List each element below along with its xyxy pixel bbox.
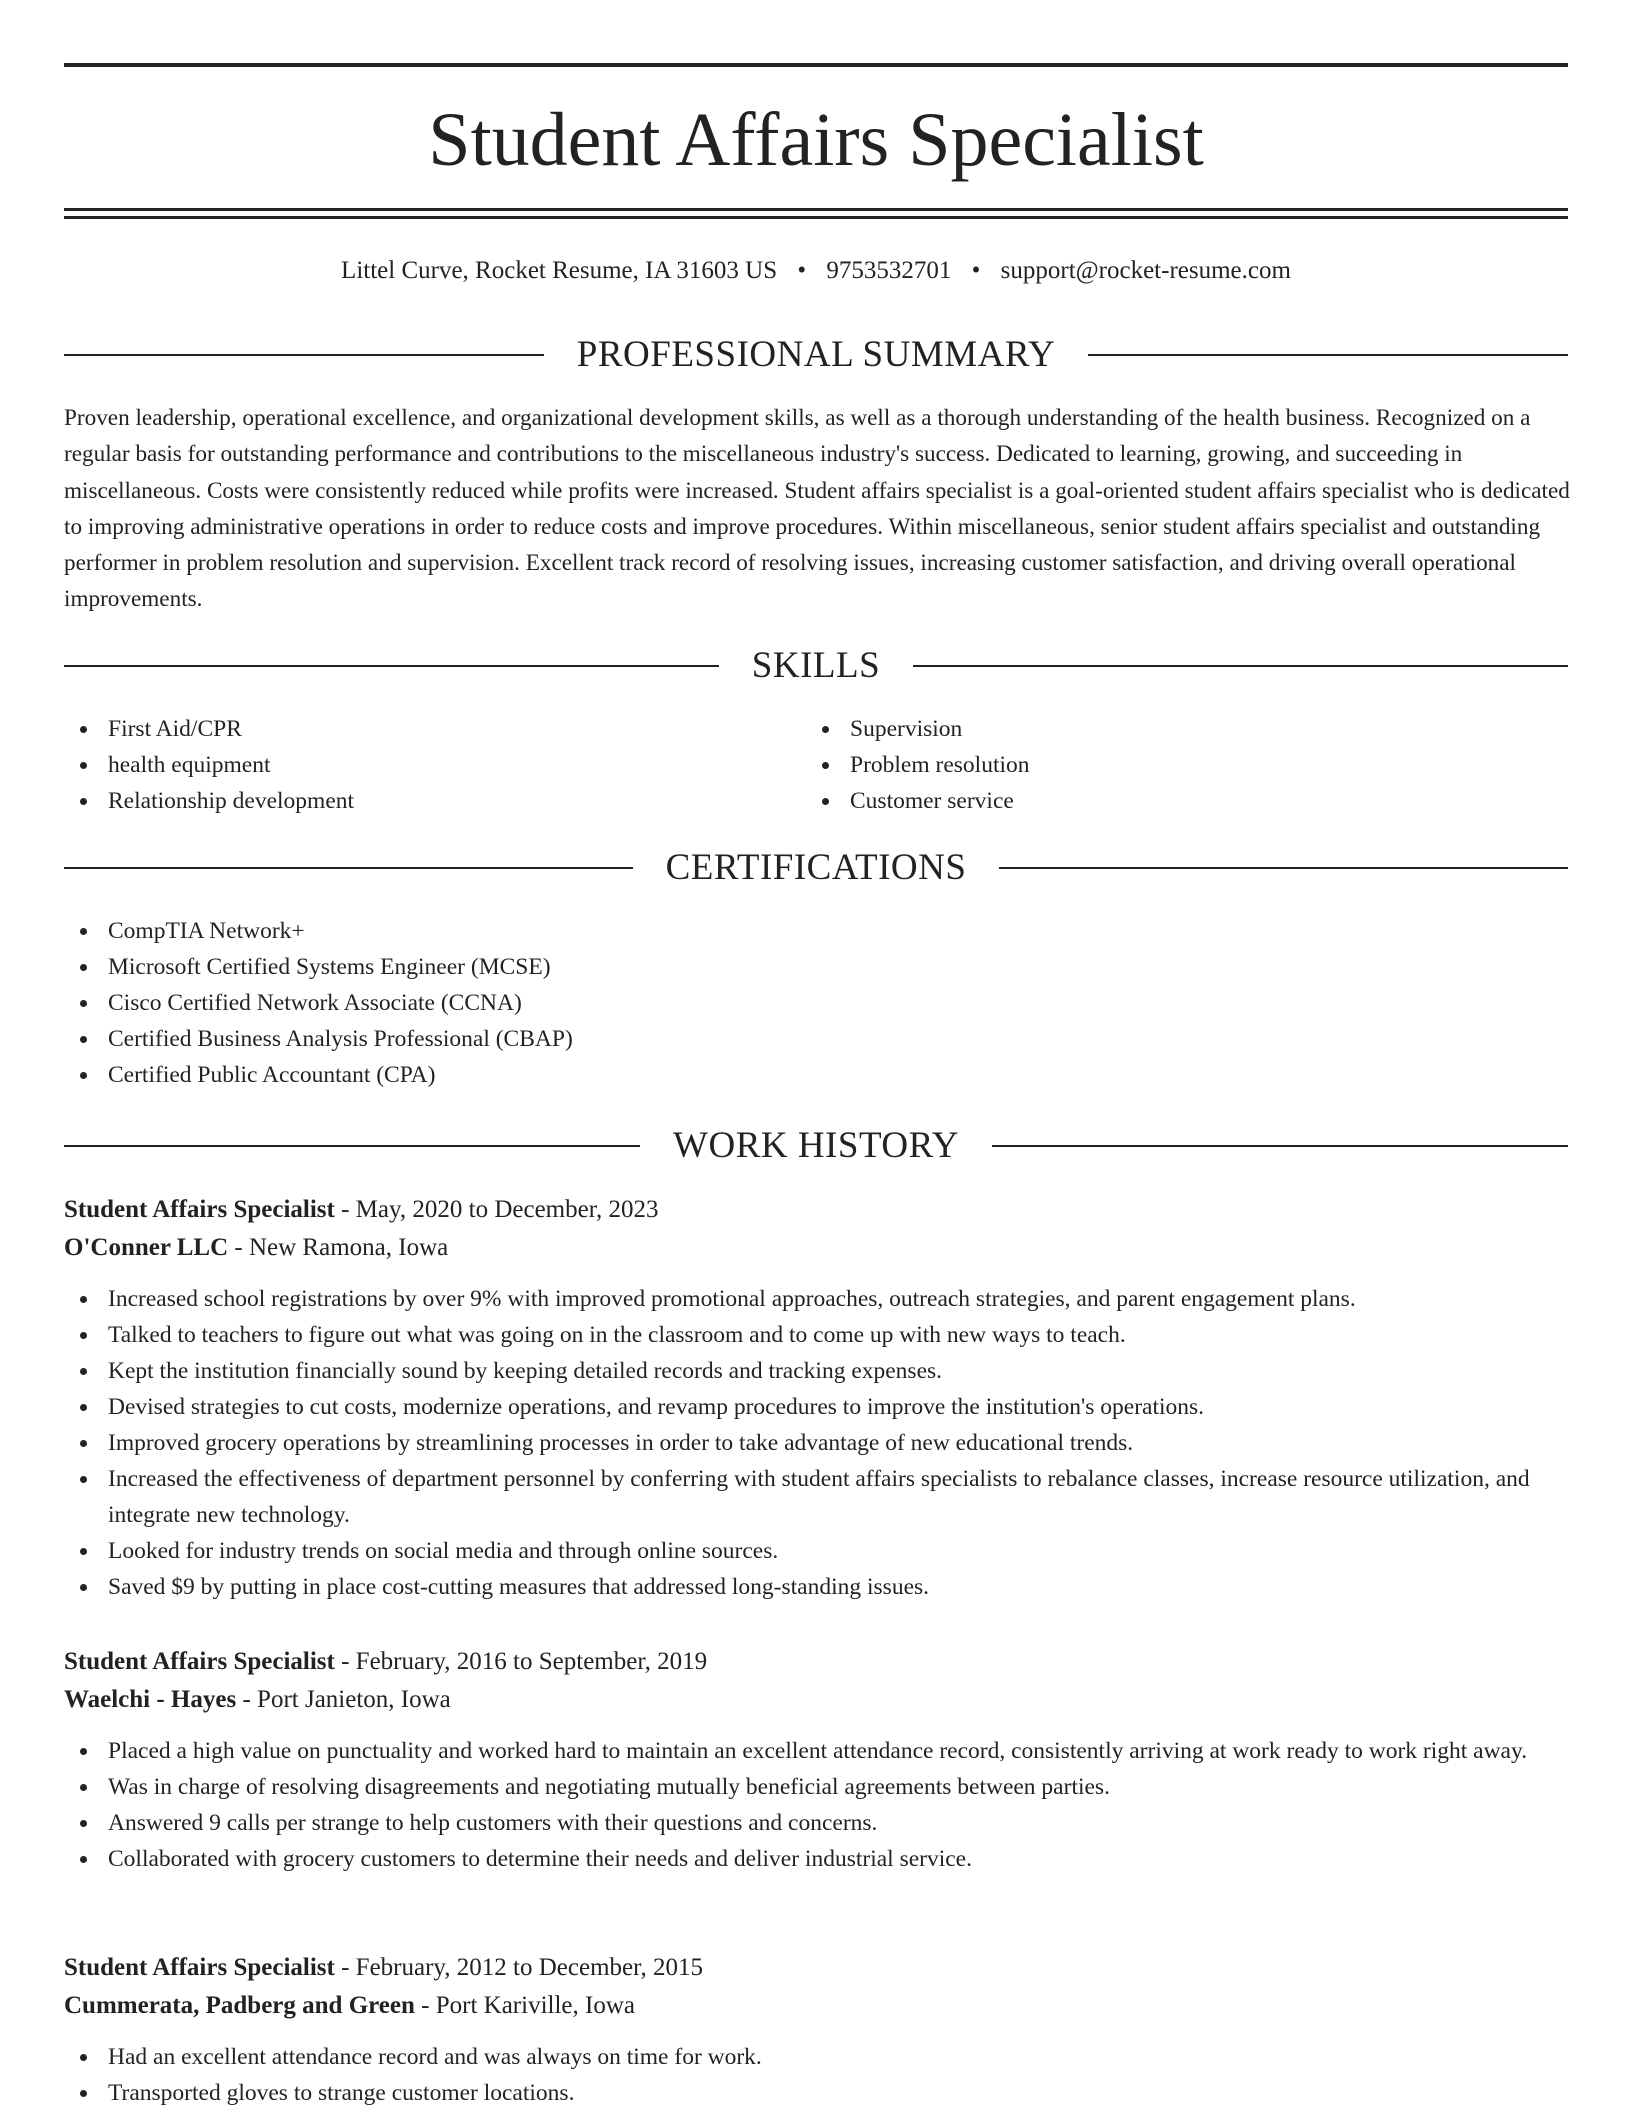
- job-title-line: [64, 1191, 1574, 1229]
- divider-line: [913, 665, 1568, 667]
- list-item: Saved $9 by putting in place cost-cutting measures that addressed long-standing issues.: [64, 1569, 1574, 1605]
- list-item: First Aid/CPR: [64, 711, 764, 747]
- divider-line: [64, 354, 544, 356]
- skills-heading: [64, 644, 1568, 688]
- job-company-line: [64, 1987, 1574, 2025]
- list-item: Answered 9 calls per strange to help customers with their questions and concerns.: [64, 1805, 1574, 1841]
- title-rule-upper: [64, 208, 1568, 211]
- summary-heading: [64, 333, 1568, 377]
- title-rule-lower: [64, 216, 1568, 219]
- list-item: Relationship development: [64, 783, 764, 819]
- job-title-line: [64, 1949, 1574, 1987]
- certifications-list: [64, 913, 1464, 1093]
- page-title: Student Affairs Specialist: [428, 98, 1204, 182]
- job-company-line: [64, 1681, 1574, 1719]
- contact-separator: •: [797, 257, 807, 284]
- job-entry: [64, 1191, 1574, 1605]
- skills-list-right: [806, 711, 1506, 819]
- list-item: Placed a high value on punctuality and worked hard to maintain an excellent attendance record, consistently arriving at work ready to work right away.: [64, 1733, 1574, 1769]
- list-item: Kept the institution financially sound by keeping detailed records and tracking expenses.: [64, 1353, 1574, 1389]
- job-company-line: [64, 1229, 1574, 1267]
- summary-heading-label: PROFESSIONAL SUMMARY: [576, 334, 1056, 375]
- list-item: health equipment: [64, 747, 764, 783]
- list-item: Customer service: [806, 783, 1506, 819]
- divider-line: [1088, 354, 1568, 356]
- list-item: CompTIA Network+: [64, 913, 1464, 949]
- contact-separator: •: [971, 257, 981, 284]
- job-dates: - May, 2020 to December, 2023: [334, 1196, 659, 1223]
- job-title-line: [64, 1643, 1574, 1681]
- contact-line: [64, 253, 1568, 289]
- job-location: - Port Kariville, Iowa: [414, 1992, 635, 2019]
- divider-line: [992, 1145, 1568, 1147]
- certifications-heading: [64, 846, 1568, 890]
- list-item: Microsoft Certified Systems Engineer (MCSE): [64, 949, 1464, 985]
- skills-list-left: [64, 711, 764, 819]
- list-item: Certified Business Analysis Professional (CBAP): [64, 1021, 1464, 1057]
- list-item: Talked to teachers to figure out what was going on in the classroom and to come up with new ways to teach.: [64, 1317, 1574, 1353]
- divider-line: [64, 867, 633, 869]
- certifications-heading-label: CERTIFICATIONS: [665, 847, 967, 888]
- divider-line: [64, 665, 719, 667]
- job-entry: [64, 1643, 1574, 1877]
- job-entry: [64, 1949, 1574, 2111]
- job-location: - Port Janieton, Iowa: [236, 1686, 451, 1713]
- divider-line: [64, 1145, 640, 1147]
- top-rule: [64, 63, 1568, 67]
- job-bullets: [64, 1733, 1574, 1877]
- job-company: O'Conner LLC: [64, 1234, 229, 1261]
- list-item: Collaborated with grocery customers to determine their needs and deliver industrial service.: [64, 1841, 1574, 1877]
- divider-line: [999, 867, 1568, 869]
- contact-email: support@rocket-resume.com: [1000, 257, 1291, 284]
- work-history-heading-label: WORK HISTORY: [673, 1125, 959, 1166]
- list-item: Supervision: [806, 711, 1506, 747]
- job-bullets: [64, 1281, 1574, 1605]
- list-item: Problem resolution: [806, 747, 1506, 783]
- job-dates: - February, 2012 to December, 2015: [334, 1954, 703, 1981]
- skills-heading-label: SKILLS: [751, 645, 881, 686]
- work-history-heading: [64, 1124, 1568, 1168]
- list-item: Improved grocery operations by streamlining processes in order to take advantage of new educational trends.: [64, 1425, 1574, 1461]
- summary-text: Proven leadership, operational excellence, and organizational development skills, as well as a thorough understanding of the health business. Recognized on a regular basis for outstanding performance and contributions to the miscellaneous industry's success. Dedicated to learning, growing, and succeeding in miscellaneous. Costs were consistently reduced while profits were increased. Student affairs specialist is a goal-oriented student affairs specialist who is dedicated to improving administrative operations in order to reduce costs and improve procedures. Within miscellaneous, senior student affairs specialist and outstanding performer in problem resolution and supervision. Excellent track record of resolving issues, increasing customer satisfaction, and driving overall operational improvements.: [64, 405, 1570, 613]
- job-title: Student Affairs Specialist: [64, 1954, 335, 1981]
- contact-address: Littel Curve, Rocket Resume, IA 31603 US: [341, 257, 778, 284]
- list-item: Certified Public Accountant (CPA): [64, 1057, 1464, 1093]
- job-title: Student Affairs Specialist: [64, 1196, 335, 1223]
- job-title: Student Affairs Specialist: [64, 1648, 335, 1675]
- list-item: Devised strategies to cut costs, modernize operations, and revamp procedures to improve the institution's operations.: [64, 1389, 1574, 1425]
- job-bullets: [64, 2039, 1574, 2111]
- list-item: Looked for industry trends on social media and through online sources.: [64, 1533, 1574, 1569]
- job-location: - New Ramona, Iowa: [228, 1234, 449, 1261]
- list-item: Had an excellent attendance record and was always on time for work.: [64, 2039, 1574, 2075]
- job-company: Waelchi - Hayes: [64, 1686, 237, 1713]
- job-company: Cummerata, Padberg and Green: [64, 1992, 415, 2019]
- list-item: Was in charge of resolving disagreements and negotiating mutually beneficial agreements between parties.: [64, 1769, 1574, 1805]
- list-item: Transported gloves to strange customer locations.: [64, 2075, 1574, 2111]
- contact-phone: 9753532701: [826, 257, 952, 284]
- list-item: Increased school registrations by over 9% with improved promotional approaches, outreach strategies, and parent engagement plans.: [64, 1281, 1574, 1317]
- list-item: Cisco Certified Network Associate (CCNA): [64, 985, 1464, 1021]
- job-dates: - February, 2016 to September, 2019: [334, 1648, 708, 1675]
- list-item: Increased the effectiveness of department personnel by conferring with student affairs specialists to rebalance classes, increase resource utilization, and integrate new technology.: [64, 1461, 1574, 1533]
